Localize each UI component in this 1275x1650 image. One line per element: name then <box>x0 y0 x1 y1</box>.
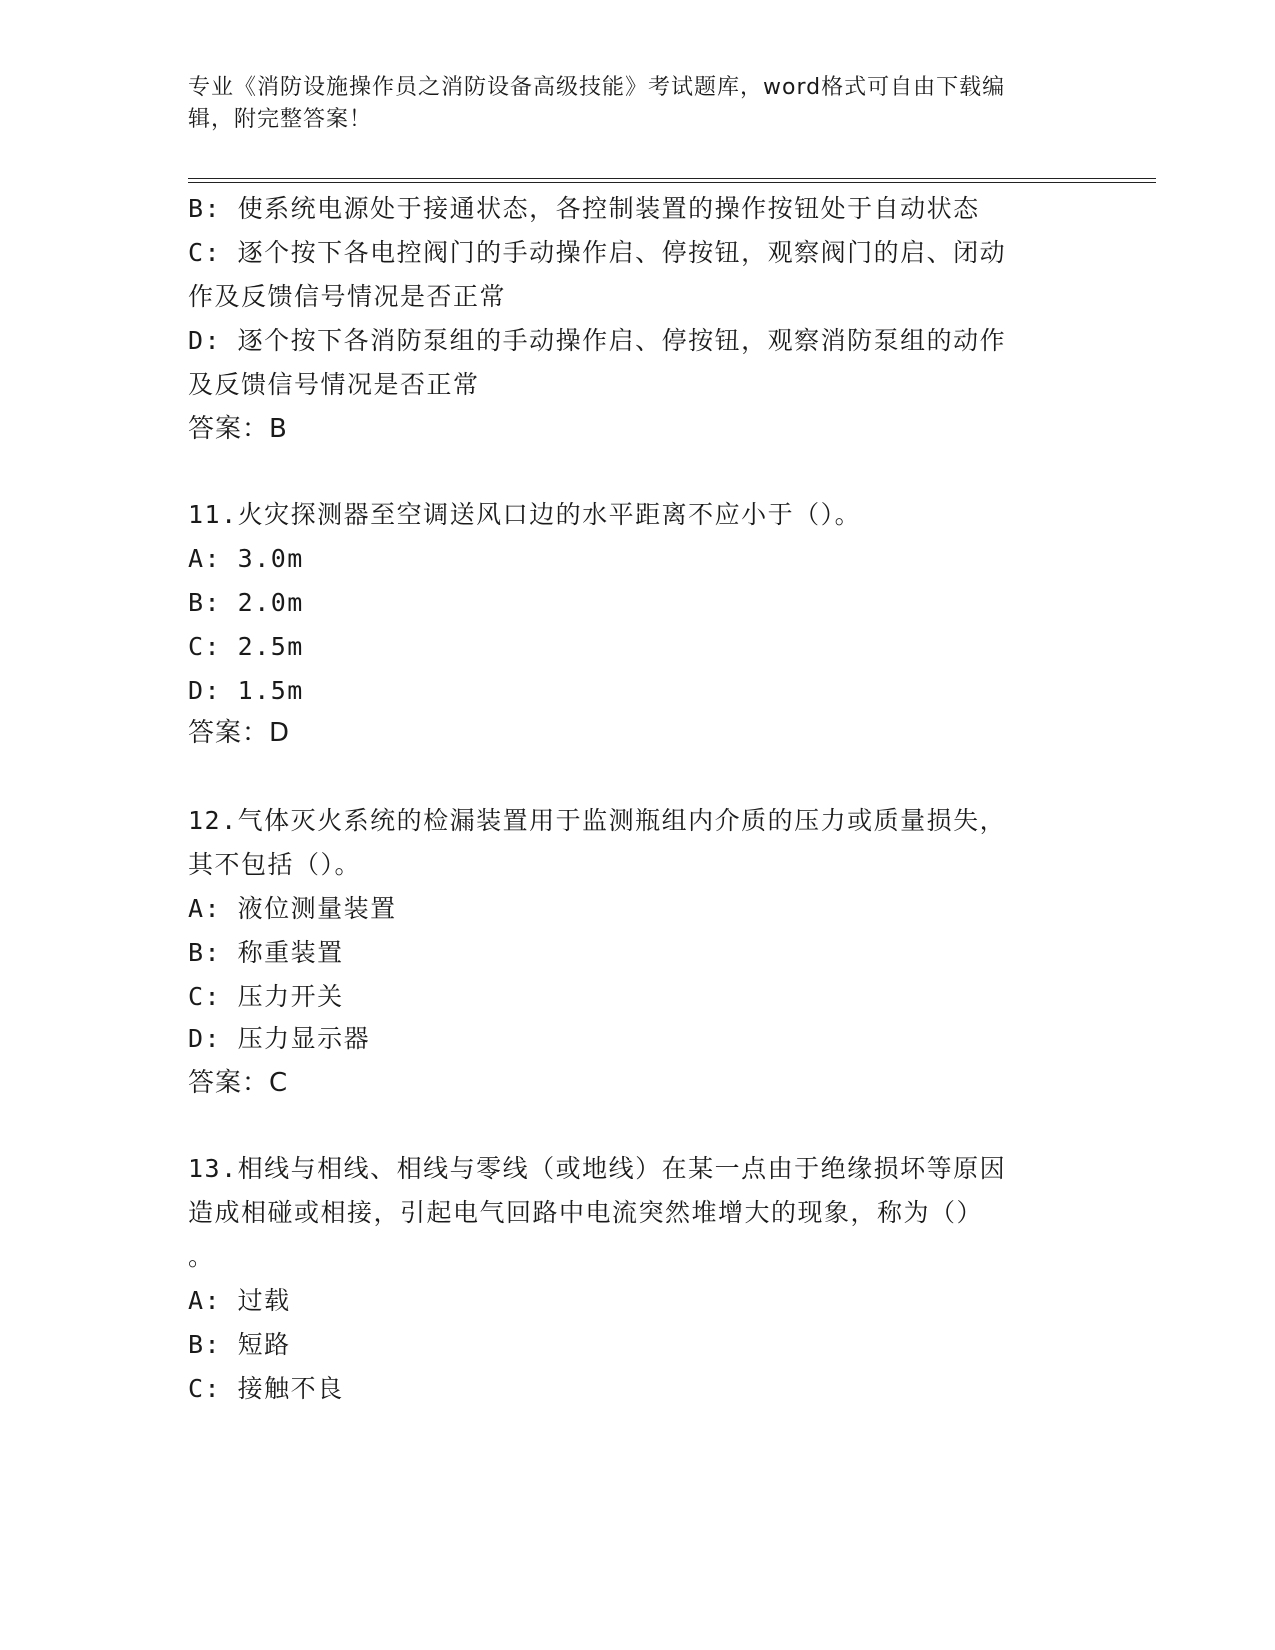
q11-option-d: D: 1.5m <box>188 676 304 705</box>
q11-option-b: B: 2.0m <box>188 588 304 617</box>
q13-option-a: A: 过载 <box>188 1286 291 1315</box>
q13-option-c: C: 接触不良 <box>188 1374 344 1403</box>
header-line-2: 辑，附完整答案！ <box>188 107 373 132</box>
q12-answer: 答案：C <box>188 1068 289 1098</box>
q11-option-c: C: 2.5m <box>188 632 304 661</box>
q11-answer: 答案：D <box>188 718 291 748</box>
q12-option-a: A: 液位测量装置 <box>188 894 397 923</box>
q13-option-b: B: 短路 <box>188 1330 291 1359</box>
header-divider-top <box>188 178 1156 179</box>
q11-option-a: A: 3.0m <box>188 544 304 573</box>
q13-stem-line-3: 。 <box>188 1242 215 1271</box>
q12-stem-line-2: 其不包括（）。 <box>188 850 362 879</box>
q12-option-c: C: 压力开关 <box>188 982 344 1011</box>
header-divider-bottom <box>188 182 1156 183</box>
q13-stem-line-1: 13.相线与相线、相线与零线（或地线）在某一点由于绝缘损坏等原因 <box>188 1154 1007 1183</box>
prev-option-c-line-2: 作及反馈信号情况是否正常 <box>188 282 507 311</box>
prev-answer: 答案：B <box>188 414 288 444</box>
q13-stem-line-2: 造成相碰或相接，引起电气回路中电流突然堆增大的现象，称为（） <box>188 1198 984 1227</box>
document-header <box>188 72 1068 136</box>
prev-option-c-line-1: C: 逐个按下各电控阀门的手动操作启、停按钮，观察阀门的启、闭动 <box>188 238 1007 267</box>
prev-option-d-line-2: 及反馈信号情况是否正常 <box>188 370 480 399</box>
q11-stem: 11.火灾探测器至空调送风口边的水平距离不应小于（）。 <box>188 500 862 529</box>
prev-option-d-line-1: D: 逐个按下各消防泵组的手动操作启、停按钮，观察消防泵组的动作 <box>188 326 1007 355</box>
header-line-1: 专业《消防设施操作员之消防设备高级技能》考试题库，word格式可自由下载编 <box>188 75 1006 100</box>
q12-option-d: D: 压力显示器 <box>188 1024 371 1053</box>
q12-option-b: B: 称重装置 <box>188 938 344 967</box>
prev-option-b: B: 使系统电源处于接通状态，各控制装置的操作按钮处于自动状态 <box>188 194 980 223</box>
q12-stem-line-1: 12.气体灭火系统的检漏装置用于监测瓶组内介质的压力或质量损失， <box>188 806 1007 835</box>
